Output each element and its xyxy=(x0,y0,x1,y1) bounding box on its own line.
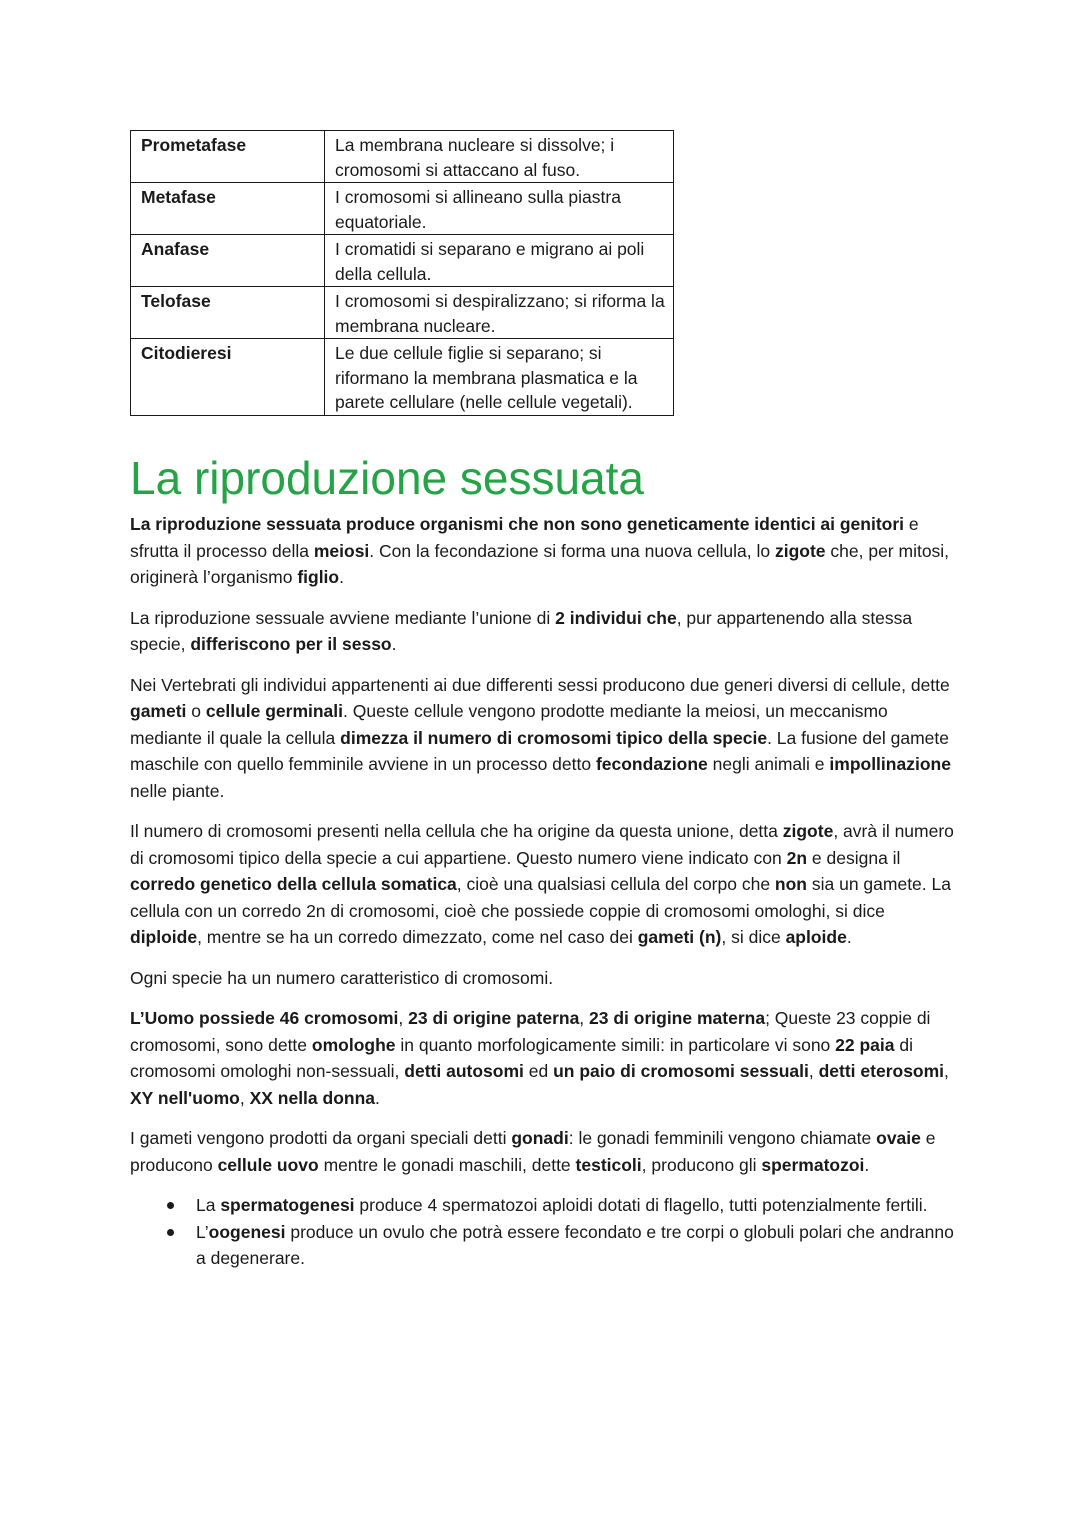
phases-table xyxy=(130,130,674,416)
text-run: o xyxy=(186,701,206,721)
paragraph xyxy=(130,511,955,591)
section-title: La riproduzione sessuata xyxy=(130,452,644,504)
bold-text: figlio xyxy=(297,567,340,587)
text-run: e sfrutta il processo della xyxy=(130,514,919,561)
bold-text: zigote xyxy=(774,540,826,561)
phase-description: Le due cellule figlie si separano; si riformano la membrana plasmatica e la parete cellulare (nelle cellule vegetali). xyxy=(325,339,674,416)
text-run: , si dice xyxy=(721,927,786,947)
bold-text: gameti xyxy=(130,701,187,721)
text-run: La xyxy=(196,1195,221,1215)
paragraph xyxy=(130,672,955,805)
bold-text: zigote xyxy=(782,821,834,841)
bold-text: un paio di cromosomi sessuali xyxy=(553,1061,809,1081)
text-run: , xyxy=(808,1061,819,1081)
bold-text: aploide xyxy=(785,927,847,947)
paragraph xyxy=(130,965,955,992)
bold-text: omologhe xyxy=(311,1034,396,1055)
text-run: sia un gamete. La cellula con un corredo 2n di cromosomi, cioè che possiede coppie di cromosomi omologhi, si dice xyxy=(130,874,951,921)
text-run: . Con la fecondazione si forma una nuova cellula, lo xyxy=(369,540,775,561)
bold-text: (n) xyxy=(699,927,722,947)
bold-text: diploide xyxy=(130,927,198,947)
phase-name: Telofase xyxy=(131,287,325,339)
text-run: negli animali e xyxy=(707,754,830,774)
text-run: Il numero di cromosomi presenti nella cellula che ha origine da questa unione, detta xyxy=(130,821,783,841)
bold-text: detti eterosomi xyxy=(818,1061,945,1081)
table-row xyxy=(131,339,674,416)
section-body xyxy=(130,511,955,1272)
bold-text: cellule germinali xyxy=(205,701,344,721)
text-run: nelle piante. xyxy=(130,780,225,801)
bold-text: 23 di origine paterna xyxy=(408,1008,580,1028)
text-run: , producono gli xyxy=(641,1154,762,1175)
phase-name: Metafase xyxy=(131,183,325,235)
table-row xyxy=(131,235,674,287)
bold-text: gonadi xyxy=(511,1128,569,1148)
bold-text: non xyxy=(774,874,807,894)
bold-text: 2 individui che xyxy=(555,607,677,628)
paragraph xyxy=(130,605,955,658)
text-run: . xyxy=(846,927,852,947)
bold-text: impollinazione xyxy=(829,754,951,774)
bold-text: detti autosomi xyxy=(404,1061,524,1081)
phase-name: Citodieresi xyxy=(131,339,325,416)
text-run: L’ xyxy=(196,1221,209,1242)
text-run: ed xyxy=(523,1061,554,1081)
paragraph xyxy=(130,1005,955,1111)
text-run: che, per mitosi, originerà l’organismo xyxy=(130,540,950,587)
bold-text: La riproduzione sessuata produce organismi che non sono geneticamente identici ai genitori xyxy=(130,514,905,534)
text-run: Nei Vertebrati gli individui appartenenti ai due differenti sessi producono due generi diversi di cellule, dette xyxy=(130,674,950,695)
text-run: produce 4 spermatozoi aploidi dotati di flagello, tutti potenzialmente fertili. xyxy=(354,1195,928,1215)
bold-text: fecondazione xyxy=(595,754,708,774)
text-run: e designa il xyxy=(807,847,901,868)
text-run: . xyxy=(375,1087,380,1108)
text-run: produce un ovulo che potrà essere fecondato e tre corpi o globuli polari che andranno a degenerare. xyxy=(196,1221,954,1268)
phase-name: Prometafase xyxy=(131,131,325,183)
bold-text: spermatogenesi xyxy=(220,1195,355,1215)
text-run: in quanto morfologicamente simili: in particolare vi sono xyxy=(395,1034,836,1055)
bold-text: testicoli xyxy=(575,1154,642,1175)
text-run: . La fusione del gamete maschile con quello femminile avviene in un processo detto xyxy=(130,727,949,774)
phase-description: I cromosomi si despiralizzano; si riforma la membrana nucleare. xyxy=(325,287,674,339)
bold-text: gameti xyxy=(637,927,695,947)
text-run: . xyxy=(391,634,397,654)
bold-text: 22 paia xyxy=(835,1034,895,1055)
phase-description: La membrana nucleare si dissolve; i cromosomi si attaccano al fuso. xyxy=(325,131,674,183)
text-run: La riproduzione sessuale avviene mediante l’unione di xyxy=(130,607,556,628)
bold-text: cellule uovo xyxy=(217,1154,319,1175)
bold-text: differiscono per il sesso xyxy=(190,634,392,654)
bold-text: XY nell'uomo xyxy=(130,1087,240,1108)
text-run: Ogni specie ha un numero caratteristico di cromosomi. xyxy=(130,967,554,988)
bold-text: oogenesi xyxy=(208,1221,286,1242)
phase-description: I cromosomi si allineano sulla piastra equatoriale. xyxy=(325,183,674,235)
table-row xyxy=(131,287,674,339)
text-run: e producono xyxy=(130,1128,936,1175)
text-run: : le gonadi femminili vengono chiamate xyxy=(568,1128,877,1148)
phases-table-body xyxy=(131,131,674,416)
list-item xyxy=(196,1192,955,1219)
text-run: , avrà il numero di cromosomi tipico della specie a cui appartiene. Questo numero viene indicato con xyxy=(130,821,954,868)
bold-text: corredo genetico della cellula somatica xyxy=(130,874,457,894)
bold-text: spermatozoi xyxy=(761,1154,865,1175)
text-run: ; Queste 23 coppie di cromosomi, sono dette xyxy=(130,1008,931,1055)
bold-text: L’Uomo possiede 46 cromosomi xyxy=(130,1008,399,1028)
text-run: di cromosomi omologhi non-sessuali, xyxy=(130,1034,913,1081)
paragraph xyxy=(130,1125,955,1178)
text-run: , xyxy=(239,1087,250,1108)
table-row xyxy=(131,131,674,183)
phase-name: Anafase xyxy=(131,235,325,287)
text-run: , xyxy=(579,1008,590,1028)
text-run: . xyxy=(864,1154,870,1175)
bold-text: meiosi xyxy=(313,540,370,561)
text-run: , xyxy=(944,1061,949,1081)
text-run: , pur appartenendo alla stessa specie, xyxy=(130,607,913,654)
phase-description: I cromatidi si separano e migrano ai poli della cellula. xyxy=(325,235,674,287)
paragraphs xyxy=(130,511,955,1178)
table-row xyxy=(131,183,674,235)
list-item xyxy=(196,1219,955,1272)
text-run: , cioè una qualsiasi cellula del corpo che xyxy=(456,874,775,894)
bold-text: XX nella donna xyxy=(249,1087,376,1108)
text-run: , mentre se ha un corredo dimezzato, come nel caso dei xyxy=(197,927,638,947)
bold-text: ovaie xyxy=(876,1128,921,1148)
bullet-list xyxy=(130,1192,955,1272)
bold-text: 23 di origine materna xyxy=(589,1008,766,1028)
text-run: mentre le gonadi maschili, dette xyxy=(318,1154,576,1175)
bold-text: dimezza il numero di cromosomi tipico della specie xyxy=(340,727,768,748)
text-run: , xyxy=(398,1008,409,1028)
paragraph xyxy=(130,818,955,951)
bold-text: 2n xyxy=(786,847,808,868)
text-run: . Queste cellule vengono prodotte mediante la meiosi, un meccanismo mediante il quale la cellula xyxy=(130,701,888,748)
text-run: . xyxy=(339,567,344,587)
text-run: I gameti vengono prodotti da organi speciali detti xyxy=(130,1128,512,1148)
